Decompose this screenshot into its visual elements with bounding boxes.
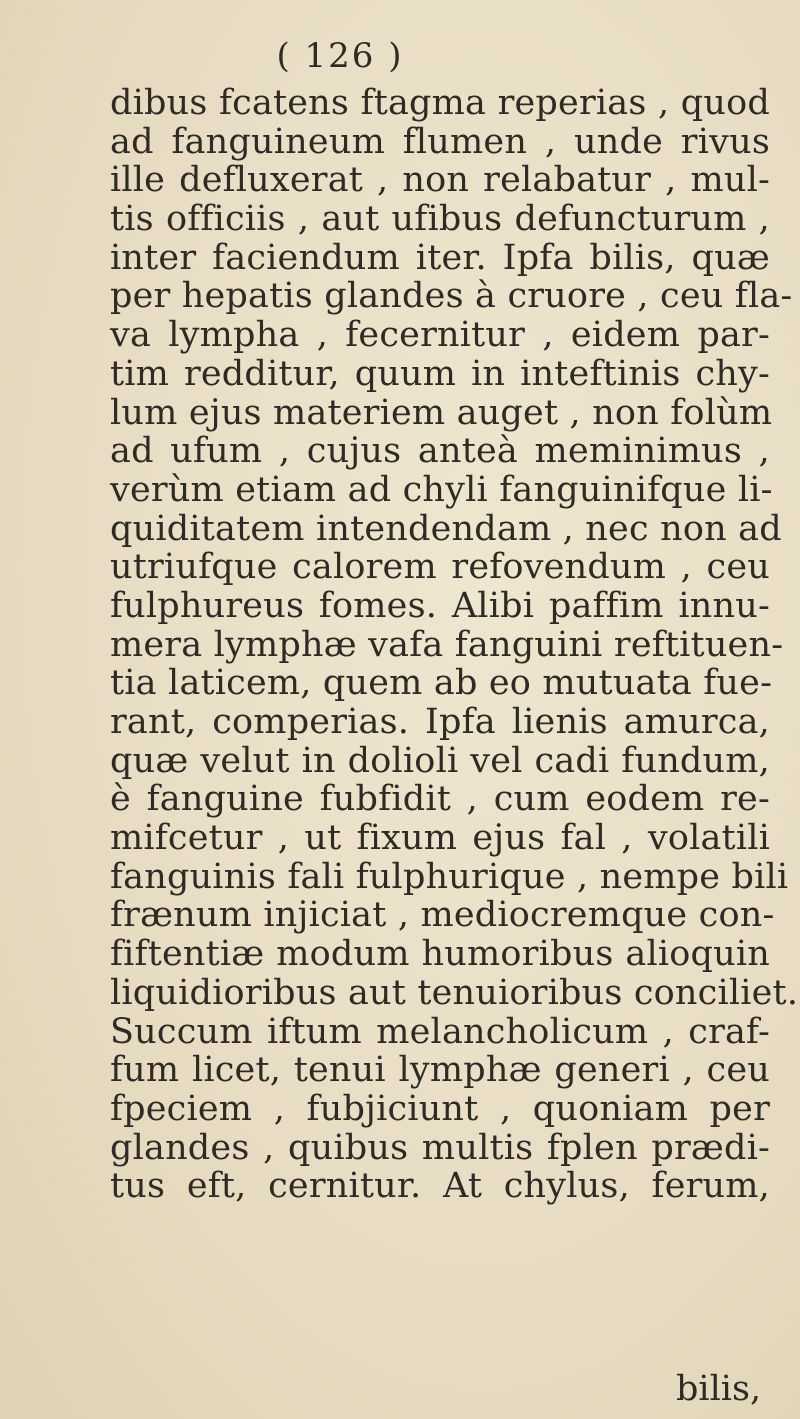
text-line: mifcetur , ut fixum ejus fal , volatili bbox=[110, 818, 770, 859]
text-line: inter faciendum iter. Ipfa bilis, quæ bbox=[110, 237, 770, 278]
text-line: fulphureus fomes. Alibi paffim innu- bbox=[110, 585, 770, 626]
text-line: lum ejus materiem auget , non folùm bbox=[110, 392, 773, 433]
text-line: è fanguine fubfidit , cum eodem re- bbox=[110, 779, 770, 820]
text-line: mera lymphæ vafa fanguini reftituen- bbox=[110, 624, 784, 665]
text-line: dibus fcatens ftagma reperias , quod bbox=[110, 83, 770, 123]
text-line: va lympha , fecernitur , eidem par- bbox=[110, 315, 770, 356]
text-line: fanguinis fali fulphurique , nempe bili bbox=[110, 856, 789, 897]
text-line: rant, comperias. Ipfa lienis amurca, bbox=[110, 702, 770, 742]
text-line: quæ velut in dolioli vel cadi fundum, bbox=[110, 740, 770, 781]
text-line: utriufque calorem refovendum , ceu bbox=[110, 547, 770, 588]
text-line: tim redditur, quum in inteftinis chy- bbox=[110, 353, 770, 394]
text-line: ille defluxerat , non relabatur , mul- bbox=[110, 160, 770, 201]
text-line: fum licet, tenui lymphæ generi , ceu bbox=[110, 1050, 770, 1091]
text-line: tis officiis , aut ufibus defuncturum , bbox=[110, 199, 770, 240]
text-line: verùm etiam ad chyli fanguinifque li- bbox=[110, 469, 773, 510]
text-line: glandes , quibus multis fplen prædi- bbox=[110, 1127, 770, 1168]
catchword: bilis, bbox=[676, 1369, 762, 1409]
text-line: Succum iftum melancholicum , craf- bbox=[110, 1011, 770, 1052]
text-line: quiditatem intendendam , nec non ad bbox=[110, 508, 782, 549]
text-line: per hepatis glandes à cruore , ceu fla- bbox=[110, 276, 793, 317]
text-line: ad ufum , cujus anteà meminimus , bbox=[110, 431, 770, 472]
body-text bbox=[110, 83, 799, 1207]
page-number: ( 126 ) bbox=[276, 36, 404, 76]
text-line: frænum injiciat , mediocremque con- bbox=[110, 895, 775, 936]
text-line: tia laticem, quem ab eo mutuata fue- bbox=[110, 663, 773, 704]
text-line: fpeciem , fubjiciunt , quoniam per bbox=[110, 1088, 770, 1129]
text-line: tus eft, cernitur. At chylus, ferum, bbox=[110, 1166, 770, 1207]
text-line: liquidioribus aut tenuioribus conciliet. bbox=[110, 972, 799, 1013]
text-line: ad fanguineum flumen , unde rivus bbox=[110, 121, 770, 162]
text-line: fiftentiæ modum humoribus alioquin bbox=[110, 934, 770, 975]
